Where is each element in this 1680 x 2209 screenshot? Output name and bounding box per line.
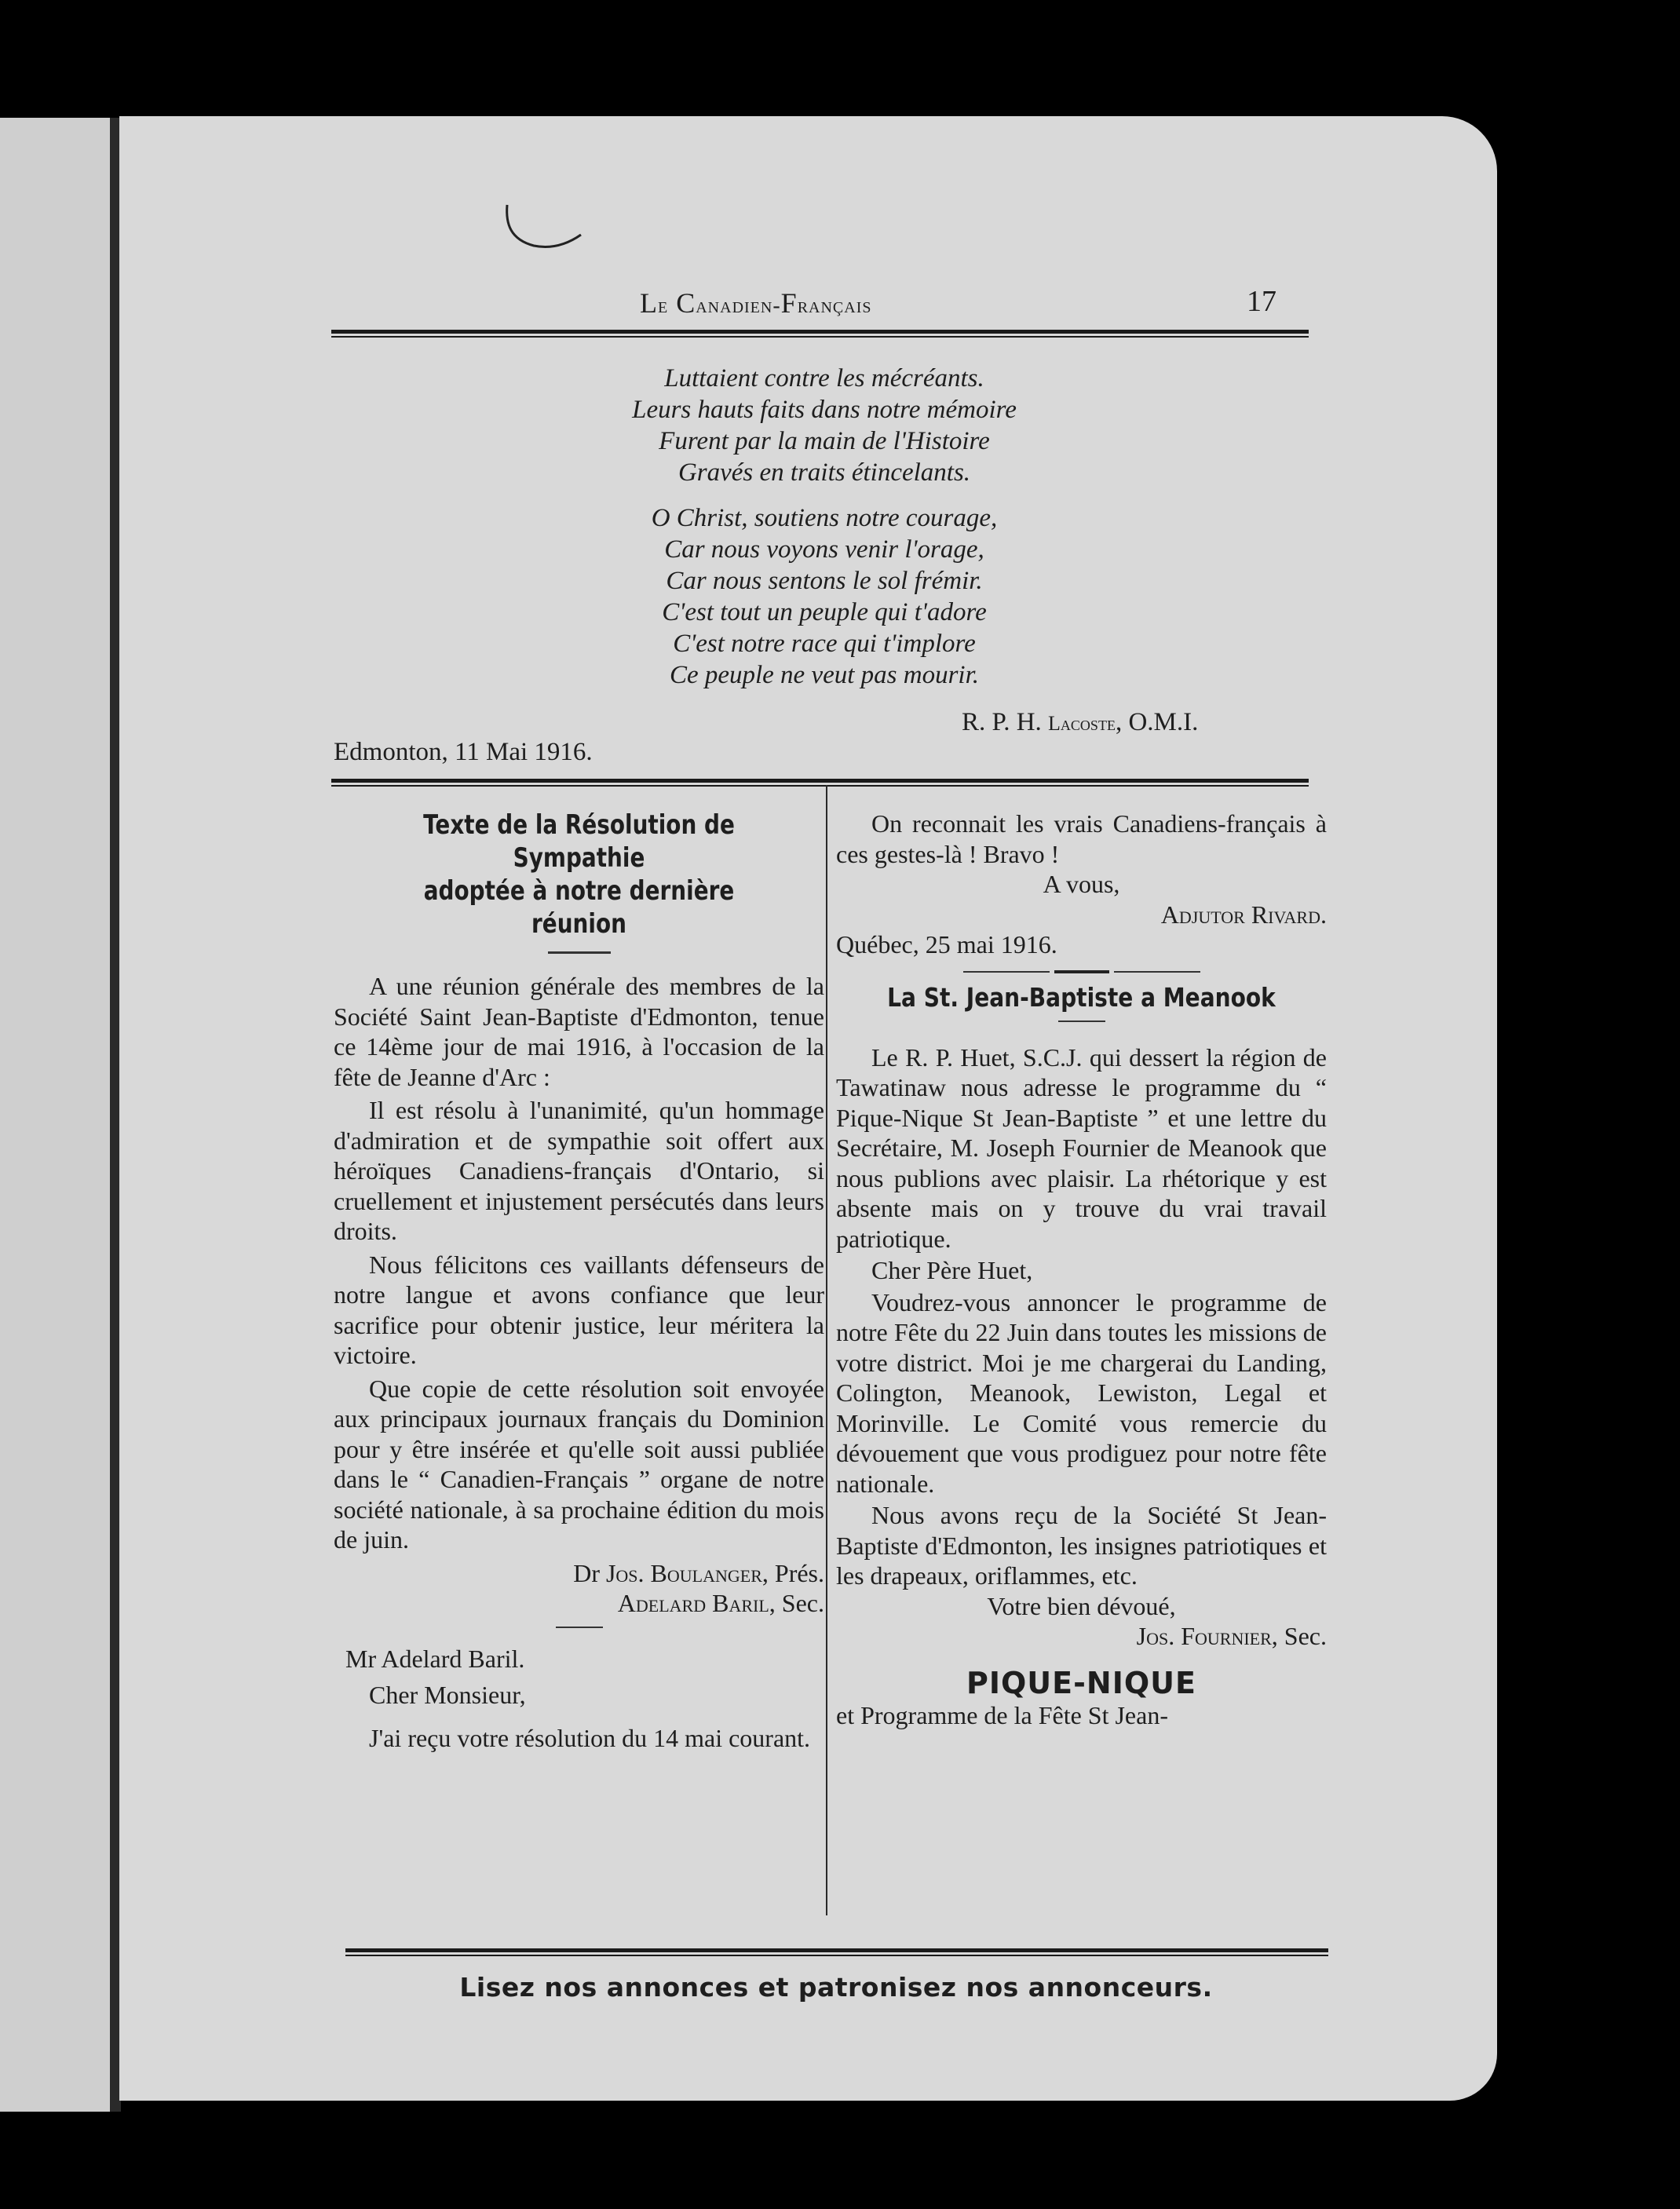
poem-line: O Christ, soutiens notre courage, [651,504,998,532]
signature-secretary: Adelard Baril, Sec. [617,1589,824,1617]
triple-dash-separator [836,971,1327,973]
paragraph: Nous avons reçu de la Société St Jean-Baptiste d'Edmonton, les insignes patriotiques et les drapeaux, oriflammes, etc. [836,1501,1327,1590]
paragraph: Il est résolu à l'unanimité, qu'un hommage d'admiration et de sympathie soit offert aux héroïques Canadiens-français d'Ontario, si cruellement et injustement persécutés dans leurs droits. [334,1096,824,1245]
section-rule [331,779,1309,783]
poem-line: Luttaient contre les mécréants. [664,364,984,393]
letter-date: Québec, 25 mai 1916. [836,930,1057,958]
header-rule [331,330,1309,334]
poem-stanza [542,363,1107,488]
separator-dash [556,1627,603,1628]
poem-line: Car nous sentons le sol frémir. [666,567,983,595]
column-divider [826,785,827,1915]
letter-closing: A vous, [1043,870,1120,898]
poem-stanza [542,502,1107,691]
poem-line: Leurs hauts faits dans notre mémoire [632,396,1017,424]
heading-dash [548,951,611,954]
left-column [334,809,824,1753]
poem-line: Furent par la main de l'Histoire [659,427,990,455]
valediction: Votre bien dévoué, [987,1591,1176,1620]
footer-notice: Lisez nos annonces et patronisez nos annonceurs. [459,1972,1213,2003]
poem-dateline: Edmonton, 11 Mai 1916. [334,738,593,766]
paragraph: Que copie de cette résolution soit envoyée aux principaux journaux français du Dominion pour y être insérée et qu'elle soit aussi publiée dans le “ Canadien-Français ” organe de notre société nationale, à sa prochaine édition du mois de juin. [334,1374,824,1554]
footer-rule [345,1948,1328,1952]
pencil-mark [502,200,589,255]
poem [542,363,1107,705]
paragraph: On reconnait les vrais Canadiens-français à ces gestes-là ! Bravo ! [836,809,1327,868]
header-rule-thin [331,336,1309,338]
signature-president: Dr Jos. Boulanger, Prés. [573,1558,824,1587]
letter-salutation: Cher Père Huet, [871,1256,1033,1284]
letter-body: J'ai reçu votre résolution du 14 mai courant. [369,1723,811,1752]
poem-line: Gravés en traits étincelants. [677,458,971,487]
poem-line: C'est tout un peuple qui t'adore [662,598,987,626]
poem-line: Car nous voyons venir l'orage, [664,535,984,564]
letter-recipient: Mr Adelard Baril. [345,1644,525,1673]
article-heading-line: Texte de la Résolution de Sympathie [423,809,735,874]
letter-signer: Adjutor Rivard. [1160,900,1327,929]
previous-page-edge [0,118,114,2112]
letter-salutation: Cher Monsieur, [369,1681,526,1709]
paragraph: Voudrez-vous annoncer le programme de notre Fête du 22 Juin dans toutes les missions de votre district. Moi je me chargerai du Landing, Colington, Meanook, Lewiston, Legal et Morinville. Le Comité vous remercie du dévouement que vous prodiguez pour notre fête nationale. [836,1287,1327,1498]
paragraph: Le R. P. Huet, S.C.J. qui dessert la région de Tawatinaw nous adresse le programme du “ Pique-Nique St Jean-Baptiste ” et une lettre du Secrétaire, M. Joseph Fournier de Meanook que nous publions avec plaisir. La rhétorique y est absente mais on y trouve du vrai travail patriotique. [836,1042,1327,1253]
section-rule-thin [331,785,1309,787]
heading-dash [1058,1021,1105,1022]
subheading-line: et Programme de la Fête St Jean- [836,1700,1168,1729]
article-heading [378,809,780,940]
article-heading-line: adoptée à notre dernière réunion [423,875,735,940]
poem-line: Ce peuple ne veut pas mourir. [669,661,980,689]
paragraph: Nous félicitons ces vaillants défenseurs de notre langue et avons confiance que leur sacrifice pour obtenir justice, leur méritera la victoire. [334,1250,824,1369]
poem-signature: R. P. H. Lacoste, O.M.I. [962,708,1199,736]
running-header-title: Le Canadien-Français [640,287,872,319]
paragraph: A une réunion générale des membres de la Société Saint Jean-Baptiste d'Edmonton, tenue ce 14ème jour de mai 1916, à l'occasion de la fête de Jeanne d'Arc : [334,972,824,1091]
footer-rule-thin [345,1955,1328,1956]
right-column [836,809,1327,1730]
subheading: PIQUE-NIQUE [966,1665,1196,1700]
signature-secretary: Jos. Fournier, Sec. [1136,1622,1327,1650]
article-heading: La St. Jean-Baptiste a Meanook [887,981,1276,1013]
poem-line: C'est notre race qui t'implore [673,630,976,658]
page-number: 17 [1247,285,1276,318]
